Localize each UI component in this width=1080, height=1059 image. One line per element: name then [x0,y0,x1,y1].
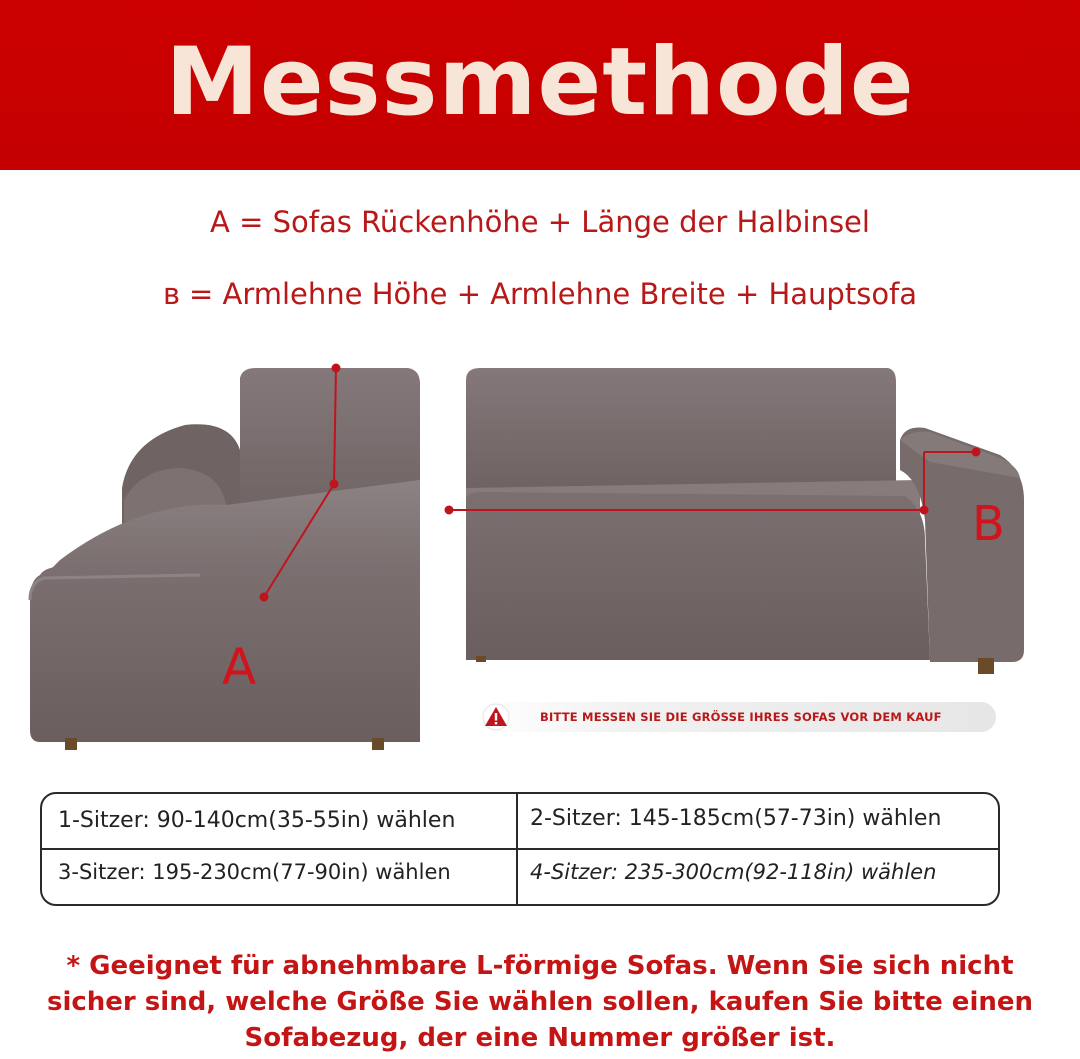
table-divider-horizontal [42,848,998,850]
main-sofa [466,368,1024,674]
footnote-line-3: Sofabezug, der eine Nummer größer ist. [244,1023,836,1053]
size-cell-3-seater: 3-Sitzer: 195-230cm(77-90in) wählen [58,860,451,884]
warning-text: BITTE MESSEN SIE DIE GRÖSSE IHRES SOFAS VOR DEM KAUF [540,710,942,724]
formula-a: A = Sofas Rückenhöhe + Länge der Halbinsel [210,205,870,239]
size-cell-2-seater: 2-Sitzer: 145-185cm(57-73in) wählen [530,806,942,831]
measure-warning-banner [478,702,996,732]
size-cell-4-seater: 4-Sitzer: 235-300cm(92-118in) wählen [530,860,937,884]
formula-b: ʙ = Armlehne Höhe + Armlehne Breite + Hauptsofa [162,277,918,311]
header-banner [0,0,1080,170]
label-b: B [972,496,1005,552]
size-cell-1-seater: 1-Sitzer: 90-140cm(35-55in) wählen [58,808,456,833]
page-title: Messmethode [165,28,915,137]
warning-triangle-icon [482,703,510,731]
footnote-line-2: sicher sind, welche Größe Sie wählen sollen, kaufen Sie bitte einen [46,987,1034,1017]
footnote-line-1: * Geeignet für abnehmbare L-förmige Sofas. Wenn Sie sich nicht [66,951,1014,981]
footnote [0,948,1080,1056]
label-a: A [222,638,257,696]
size-table [40,792,1000,906]
